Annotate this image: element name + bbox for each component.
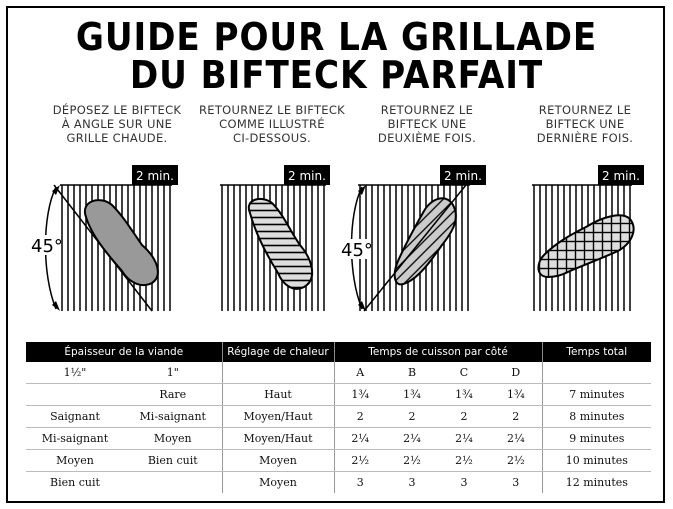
cell-total: 9 minutes — [542, 428, 651, 450]
cell-a: 3 — [334, 472, 386, 494]
cell-thickness-1: 1" — [124, 362, 222, 384]
cell-thickness-1-5 — [26, 384, 124, 406]
cell-thickness-1: Mi-saignant — [124, 406, 222, 428]
cell-b: 2¼ — [386, 428, 438, 450]
step-1-caption — [42, 103, 192, 145]
page-title — [34, 15, 640, 97]
cell-d: D — [490, 362, 542, 384]
cell-heat: Moyen/Haut — [222, 406, 334, 428]
cell-b: 2½ — [386, 450, 438, 472]
cell-b: 2 — [386, 406, 438, 428]
angle-label: 45° — [341, 240, 373, 261]
cell-d: 1¾ — [490, 384, 542, 406]
cell-total: 7 minutes — [542, 384, 651, 406]
time-badge-label: 2 min. — [444, 169, 482, 183]
cell-thickness-1-5: Moyen — [26, 450, 124, 472]
table-row — [26, 362, 651, 384]
step-4-diagram — [526, 165, 646, 315]
cell-c: 2½ — [438, 450, 490, 472]
header-time: Temps de cuisson par côté — [334, 342, 542, 362]
cell-total: 10 minutes — [542, 450, 651, 472]
cell-d: 2½ — [490, 450, 542, 472]
cell-heat: Moyen — [222, 450, 334, 472]
cell-d: 3 — [512, 476, 520, 489]
cell-c: C — [438, 362, 490, 384]
cell-d: 2¼ — [490, 428, 542, 450]
step-2-caption — [197, 103, 347, 145]
cell-a: 2¼ — [334, 428, 386, 450]
header-total: Temps total — [542, 342, 651, 362]
cell-a: 1¾ — [334, 384, 386, 406]
cell-thickness-1: Bien cuit — [124, 450, 222, 472]
step-2-diagram — [212, 165, 332, 315]
step-1-text: DÉPOSEZ LE BIFTECK À ANGLE SUR UNE GRILLE CHAUDE. — [52, 103, 182, 145]
step-2-text: RETOURNEZ LE BIFTECK COMME ILLUSTRÉ CI-DESSOUS. — [198, 103, 346, 145]
cooking-time-table — [26, 342, 651, 493]
cell-c: 3 — [460, 476, 468, 489]
step-3-caption — [352, 103, 502, 145]
cell-a: 2 — [334, 406, 386, 428]
cell-c: 2¼ — [438, 428, 490, 450]
cell-a: A — [334, 362, 386, 384]
title-line-1: GUIDE POUR LA GRILLADE — [75, 15, 598, 59]
cell-total — [542, 362, 651, 384]
table-row — [26, 472, 651, 494]
step-3-text: RETOURNEZ LE BIFTECK UNE DEUXIÈME FOIS. — [377, 103, 477, 145]
cell-c: 2 — [438, 406, 490, 428]
cell-d: 2 — [490, 406, 542, 428]
title-line-2: DU BIFTECK PARFAIT — [129, 53, 544, 97]
step-3-diagram — [336, 165, 488, 315]
cell-thickness-1-5: Bien cuit — [50, 476, 100, 489]
table-header-row — [26, 342, 651, 362]
step-4-text: RETOURNEZ LE BIFTECK UNE DERNIÈRE FOIS. — [536, 103, 634, 145]
step-4-caption — [510, 103, 660, 145]
header-thickness: Épaisseur de la viande — [26, 342, 222, 362]
cell-heat: Moyen/Haut — [222, 428, 334, 450]
header-heat: Réglage de chaleur — [222, 342, 334, 362]
cell-total: 12 minutes — [542, 472, 651, 494]
cell-heat: Moyen — [222, 472, 334, 494]
angle-label: 45° — [31, 236, 63, 257]
cell-total: 8 minutes — [542, 406, 651, 428]
table-row — [26, 406, 651, 428]
cell-thickness-1-5: Mi-saignant — [26, 428, 124, 450]
cell-c: 1¾ — [438, 384, 490, 406]
time-badge-label: 2 min. — [288, 169, 326, 183]
cell-thickness-1: Moyen — [124, 428, 222, 450]
cell-heat: Haut — [222, 384, 334, 406]
time-badge-label: 2 min. — [136, 169, 174, 183]
cell-a: 2½ — [334, 450, 386, 472]
step-1-diagram — [28, 165, 180, 315]
cell-thickness-1-5: Saignant — [26, 406, 124, 428]
cell-b: 3 — [408, 476, 416, 489]
cell-b: 1¾ — [386, 384, 438, 406]
cell-b: B — [386, 362, 438, 384]
cell-heat — [222, 362, 334, 384]
table-row — [26, 428, 651, 450]
table-row — [26, 384, 651, 406]
table-row — [26, 450, 651, 472]
cell-thickness-1: Rare — [124, 384, 222, 406]
cell-thickness-1 — [124, 472, 222, 494]
time-badge-label: 2 min. — [602, 169, 640, 183]
cell-thickness-1-5: 1½" — [26, 362, 124, 384]
